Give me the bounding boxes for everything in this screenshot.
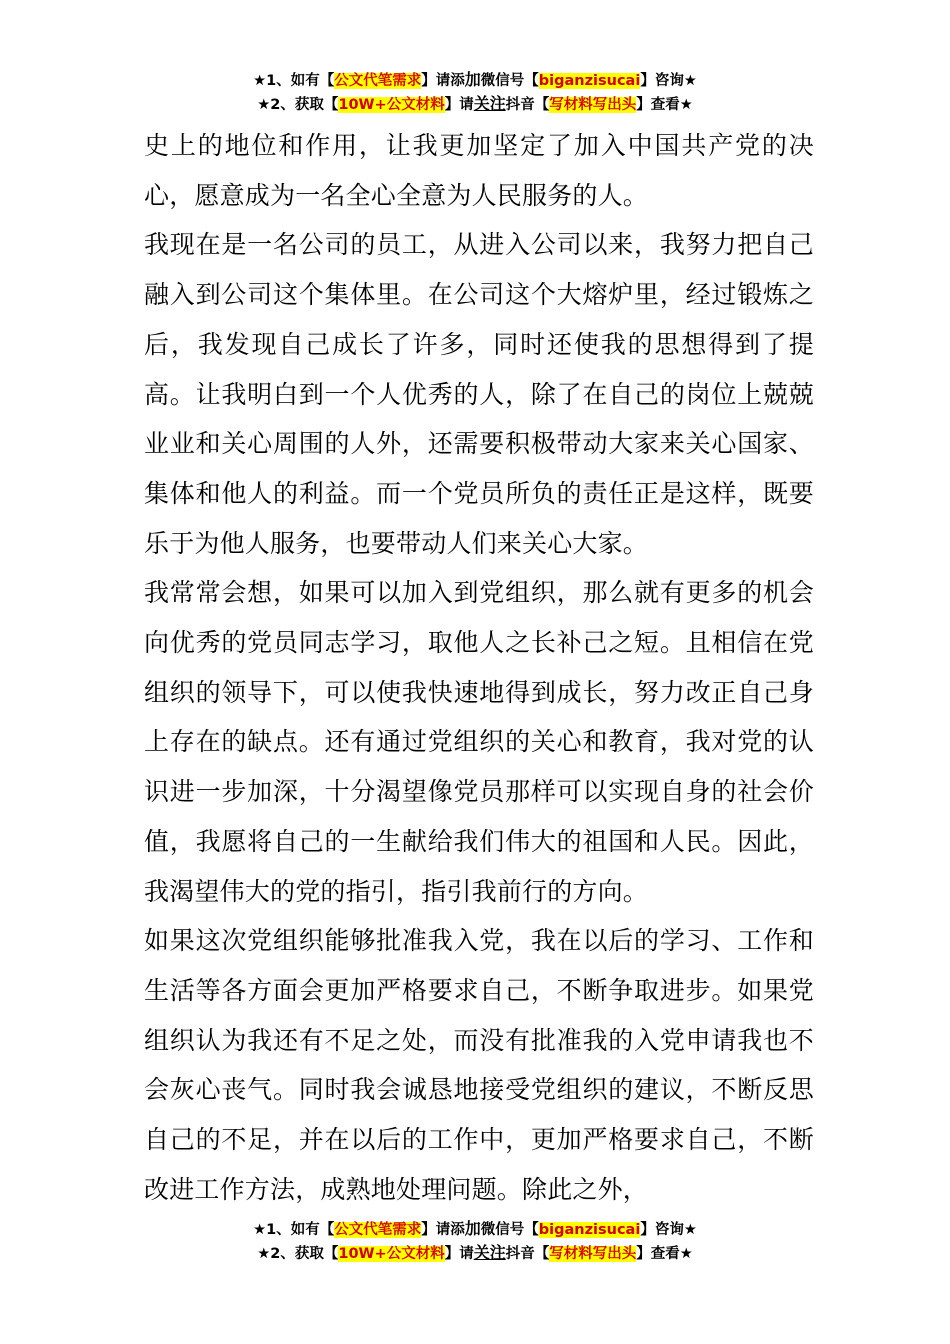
header-highlight-service: 公文代笔需求 xyxy=(334,73,422,89)
footer-highlight-wechat: biganzisucai xyxy=(538,1222,641,1238)
paragraph-1: 史上的地位和作用，让我更加坚定了加入中国共产党的决心，愿意成为一名全心全意为人民服务的人。 xyxy=(144,131,814,210)
header-highlight-wechat: biganzisucai xyxy=(538,73,641,89)
footer-highlight-service: 公文代笔需求 xyxy=(334,1222,422,1238)
header-notice xyxy=(0,68,950,116)
footer-highlight-materials: 10W+公文材料 xyxy=(338,1246,445,1262)
footer-notice xyxy=(0,1217,950,1265)
paragraph-2: 我现在是一名公司的员工，从进入公司以来，我努力把自己融入到公司这个集体里。在公司这个大熔炉里，经过锻炼之后，我发现自己成长了许多，同时还使我的思想得到了提高。让我明白到一个人优秀的人，除了在自己的岗位上兢兢业业和关心周围的人外，还需要积极带动大家来关心国家、集体和他人的利益。而一个党员所负的责任正是这样，既要乐于为他人服务，也要带动人们来关心大家。 xyxy=(144,230,814,558)
header-line-1: ★1、如有【公文代笔需求】请添加微信号【biganzisucai】咨询★ xyxy=(253,70,697,89)
footer-line-1: ★1、如有【公文代笔需求】请添加微信号【biganzisucai】咨询★ xyxy=(253,1219,697,1238)
footer-highlight-douyin: 写材料写出头 xyxy=(549,1246,637,1262)
footer-line-2: ★2、获取【10W+公文材料】请关注抖音【写材料写出头】查看★ xyxy=(257,1243,693,1262)
paragraph-3: 我常常会想，如果可以加入到党组织，那么就有更多的机会向优秀的党员同志学习，取他人之长补己之短。且相信在党组织的领导下，可以使我快速地得到成长，努力改正自己身上存在的缺点。还有通过党组织的关心和教育，我对党的认识进一步加深，十分渴望像党员那样可以实现自身的社会价值，我愿将自己的一生献给我们伟大的祖国和人民。因此，我渴望伟大的党的指引，指引我前行的方向。 xyxy=(144,578,814,906)
document-body xyxy=(144,121,814,1214)
header-line-2: ★2、获取【10W+公文材料】请关注抖音【写材料写出头】查看★ xyxy=(257,94,693,113)
header-highlight-douyin: 写材料写出头 xyxy=(549,97,637,113)
paragraph-4: 如果这次党组织能够批准我入党，我在以后的学习、工作和生活等各方面会更加严格要求自己，不断争取进步。如果党组织认为我还有不足之处，而没有批准我的入党申请我也不会灰心丧气。同时我会诚恳地接受党组织的建议，不断反思自己的不足，并在以后的工作中，更加严格要求自己，不断改进工作方法，成熟地处理问题。除此之外， xyxy=(144,926,814,1204)
header-highlight-materials: 10W+公文材料 xyxy=(338,97,445,113)
